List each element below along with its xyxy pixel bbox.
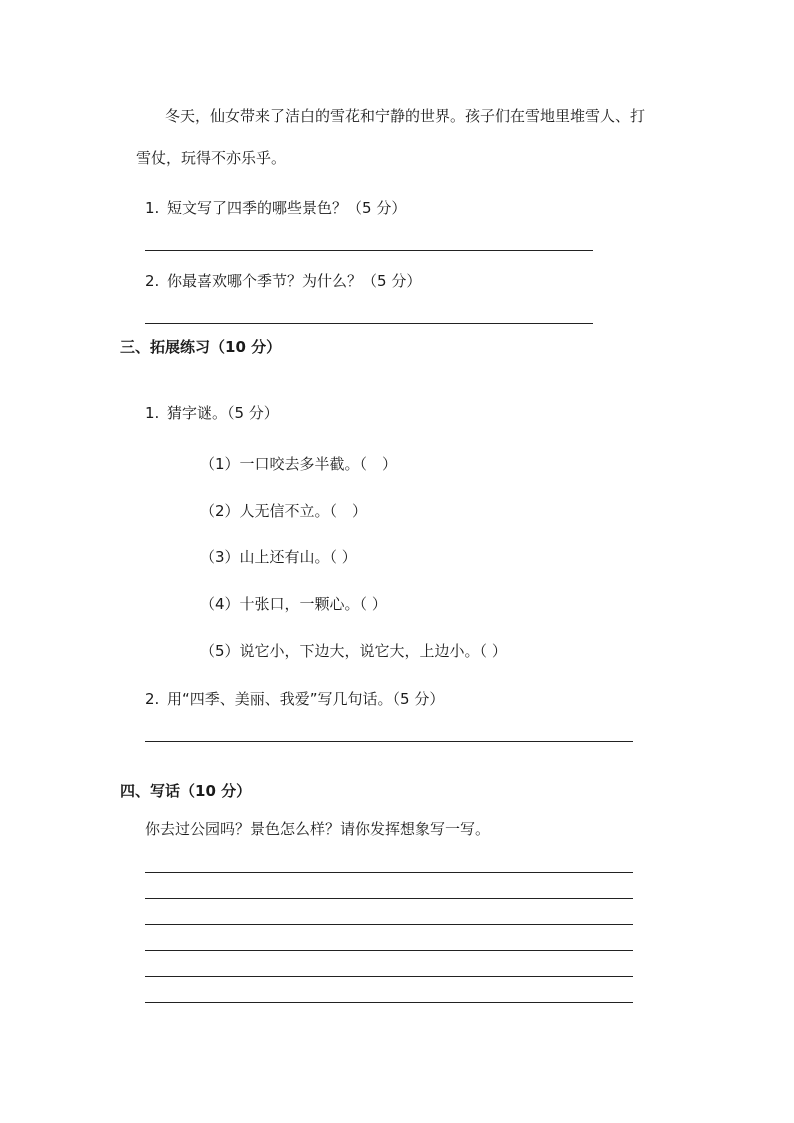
section-3-title: 三、拓展练习（10 分）: [120, 338, 282, 356]
writing-line[interactable]: [145, 950, 633, 951]
question-text: 用“四季、美丽、我爱”写几句话。（5 分）: [167, 690, 445, 708]
question-number: 1.: [145, 404, 160, 422]
section-4-title: 四、写话（10 分）: [120, 782, 252, 800]
question-text: 短文写了四季的哪些景色？（5 分）: [167, 199, 407, 217]
writing-line[interactable]: [145, 976, 633, 977]
question-number: 1.: [145, 199, 160, 217]
question-number: 2.: [145, 690, 160, 708]
riddle-item: （3）山上还有山。（ ）: [200, 548, 357, 566]
writing-line[interactable]: [145, 872, 633, 873]
riddle-item: （5）说它小，下边大，说它大，上边小。（ ）: [200, 642, 507, 660]
section-3-question-1: [145, 403, 279, 423]
question-text: 你最喜欢哪个季节？为什么？（5 分）: [167, 272, 422, 290]
passage-line-2: 雪仗，玩得不亦乐乎。: [136, 149, 287, 167]
question-1: [145, 198, 406, 218]
question-2: [145, 271, 421, 291]
passage-line-1: 冬天，仙女带来了洁白的雪花和宁静的世界。孩子们在雪地里堆雪人、打: [165, 107, 646, 125]
answer-line[interactable]: [145, 741, 633, 742]
section-4-prompt: 你去过公园吗？景色怎么样？请你发挥想象写一写。: [145, 820, 491, 838]
riddle-item: （2）人无信不立。（ ）: [200, 502, 368, 520]
answer-line[interactable]: [145, 323, 593, 324]
question-text: 猜字谜。（5 分）: [167, 404, 279, 422]
writing-line[interactable]: [145, 898, 633, 899]
riddle-item: （4）十张口，一颗心。（ ）: [200, 595, 387, 613]
answer-line[interactable]: [145, 250, 593, 251]
question-number: 2.: [145, 272, 160, 290]
riddle-item: （1）一口咬去多半截。（ ）: [200, 455, 398, 473]
section-3-question-2: [145, 689, 444, 709]
writing-line[interactable]: [145, 924, 633, 925]
writing-line[interactable]: [145, 1002, 633, 1003]
